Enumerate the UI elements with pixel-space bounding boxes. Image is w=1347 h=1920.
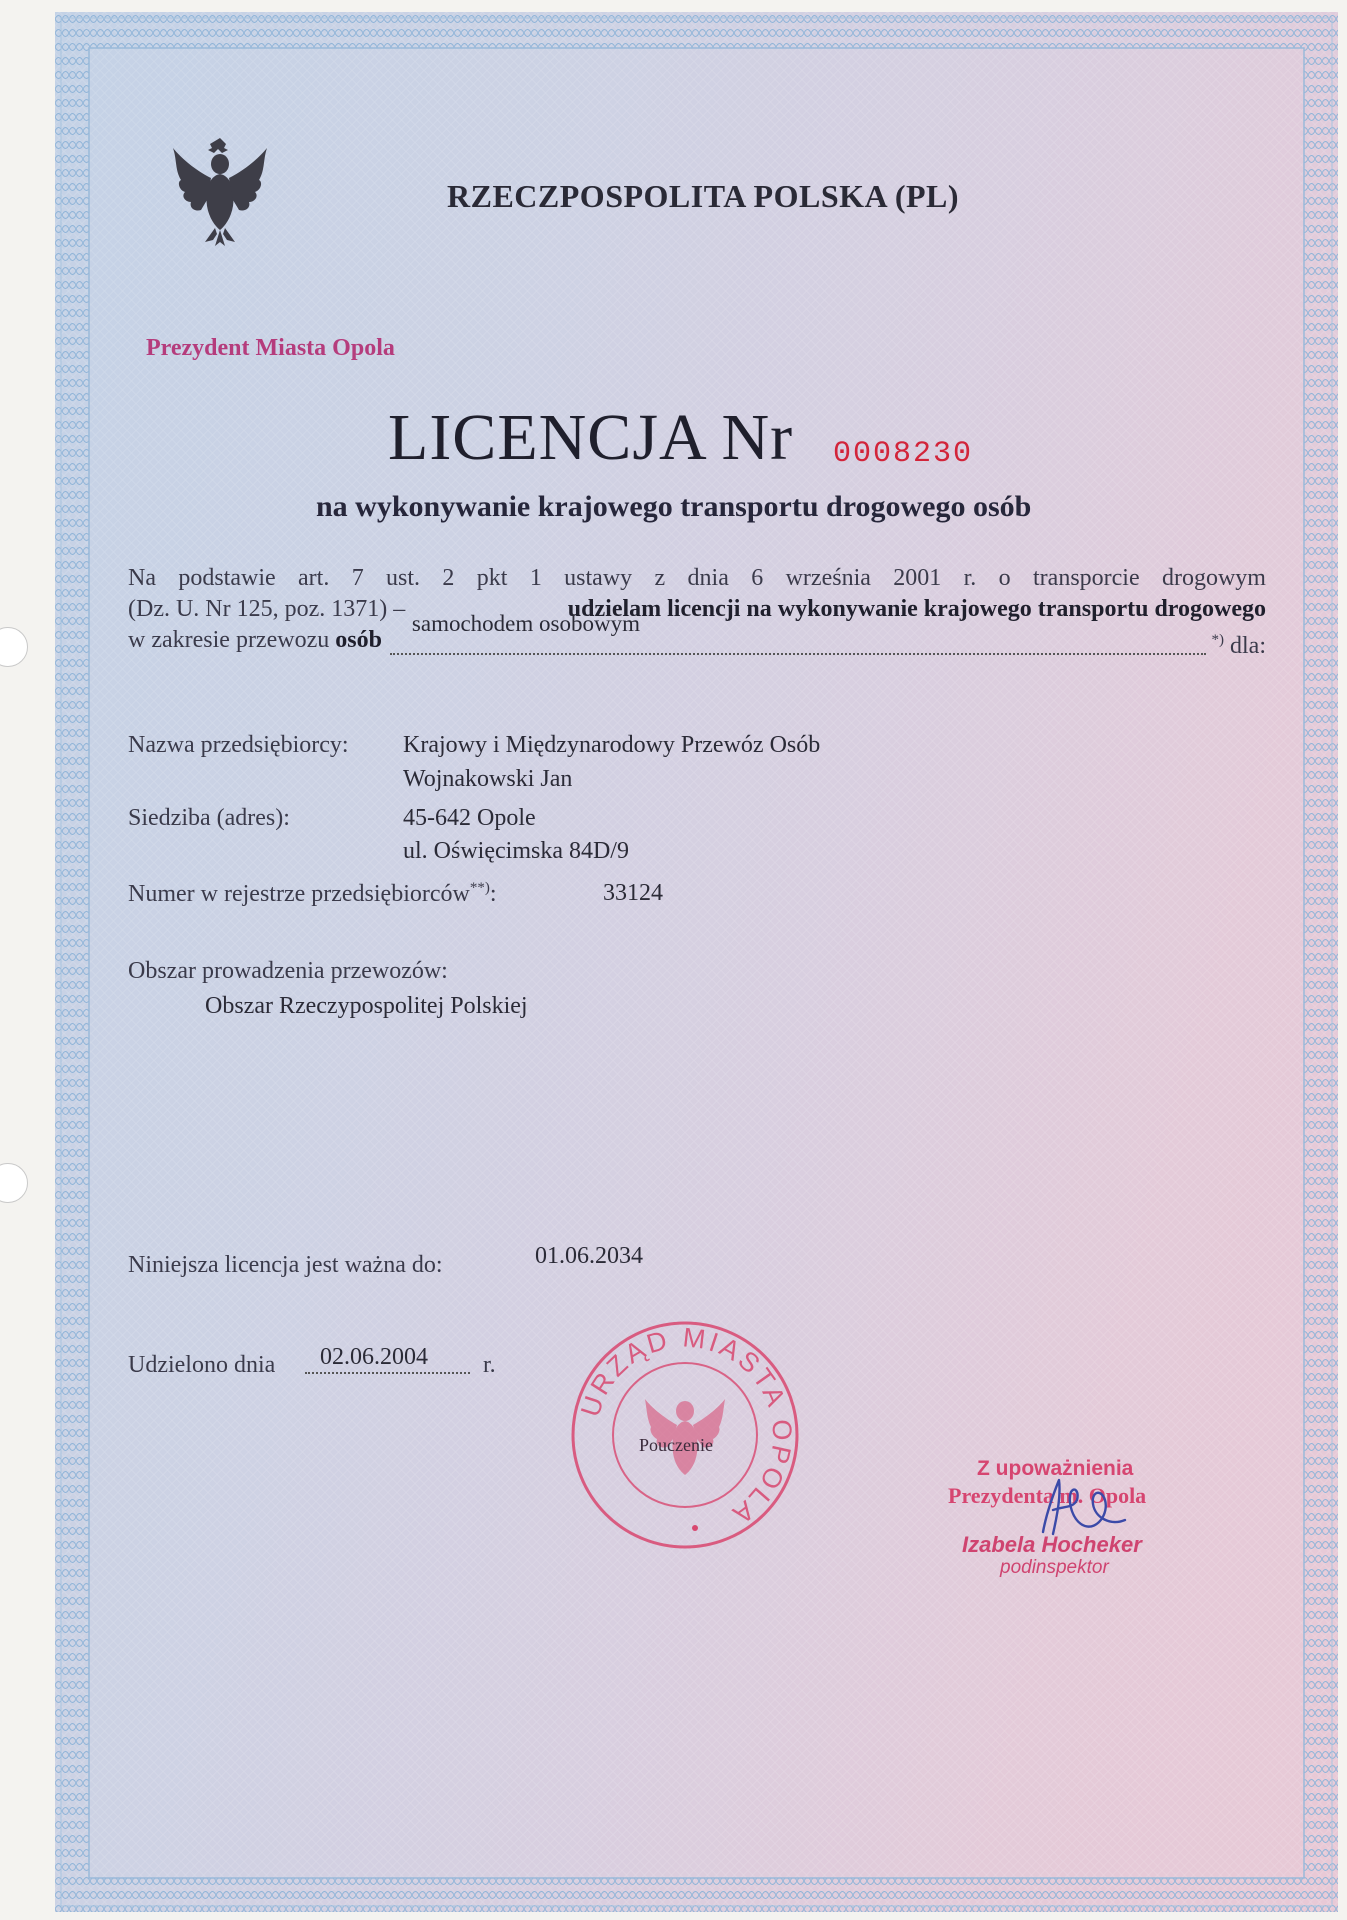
stamp-ring-text: URZĄD MIASTA OPOLA bbox=[575, 1322, 798, 1532]
word: transporcie bbox=[1033, 565, 1140, 591]
issue-date-value: 02.06.2004 bbox=[320, 1344, 428, 1370]
word: ust. bbox=[386, 565, 421, 591]
footnote-mark: **) bbox=[469, 880, 490, 896]
validity-label: Niniejsza licencja jest ważna do: bbox=[128, 1252, 443, 1278]
authority-line-1: Z upoważnienia bbox=[977, 1457, 1134, 1480]
company-name-label: Nazwa przedsiębiorcy: bbox=[128, 732, 349, 758]
word: r. bbox=[963, 565, 977, 591]
signatory-name: Izabela Hocheker bbox=[962, 1532, 1142, 1557]
operating-area-label: Obszar prowadzenia przewozów: bbox=[128, 958, 448, 984]
legal-basis-line-2 bbox=[128, 594, 1266, 625]
legal-basis-line-3 bbox=[128, 611, 1266, 662]
validity-date: 01.06.2034 bbox=[535, 1243, 643, 1269]
word: z bbox=[654, 565, 666, 591]
word: 1 bbox=[529, 565, 542, 591]
address-label: Siedziba (adres): bbox=[128, 805, 290, 831]
legal-citation: (Dz. U. Nr 125, poz. 1371) – bbox=[128, 596, 406, 622]
eagle-emblem-icon bbox=[165, 130, 275, 250]
word: Na bbox=[128, 565, 156, 591]
legal-basis-paragraph bbox=[128, 563, 1266, 662]
register-number-label: Numer w rejestrze przedsiębiorców**): bbox=[128, 880, 497, 907]
authority-line-2: Prezydenta m. Opola bbox=[948, 1483, 1147, 1508]
word: 2 bbox=[442, 565, 455, 591]
company-name-line-2: Wojnakowski Jan bbox=[403, 766, 573, 792]
word: 7 bbox=[351, 565, 364, 591]
word: września bbox=[785, 565, 871, 591]
handwritten-signature bbox=[1025, 1470, 1135, 1550]
issue-date-fill-line bbox=[305, 1372, 470, 1374]
company-name-line-1: Krajowy i Międzynarodowy Przewóz Osób bbox=[403, 732, 821, 758]
scope-suffix: *) dla: bbox=[1211, 632, 1266, 659]
address-line-2: ul. Oświęcimska 84D/9 bbox=[403, 838, 629, 864]
word: 6 bbox=[751, 565, 764, 591]
license-title: LICENCJA Nr bbox=[388, 401, 794, 474]
scope-fill-line bbox=[390, 611, 1206, 655]
license-subtitle: na wykonywanie krajowego transportu drogowego osób bbox=[316, 490, 1032, 523]
word: pkt bbox=[476, 565, 508, 591]
word: dnia bbox=[687, 565, 729, 591]
register-number-value: 33124 bbox=[603, 880, 663, 906]
vehicle-type-value: samochodem osobowym bbox=[411, 611, 640, 636]
license-number: 0008230 bbox=[833, 437, 974, 471]
footnote-mark: *) bbox=[1211, 632, 1224, 648]
country-heading: RZECZPOSPOLITA POLSKA (PL) bbox=[447, 178, 960, 214]
punch-hole-upper bbox=[0, 627, 28, 667]
issuer-name: Prezydent Miasta Opola bbox=[146, 335, 395, 361]
word: podstawie bbox=[178, 565, 276, 591]
issue-date-label: Udzielono dnia bbox=[128, 1352, 276, 1378]
scope-prefix: w zakresie przewozu osób bbox=[128, 627, 382, 653]
signatory-role: podinspektor bbox=[1000, 1557, 1109, 1578]
legal-basis-line-1 bbox=[128, 563, 1266, 594]
stamp-center-text: Pouczenie bbox=[639, 1435, 713, 1455]
word: art. bbox=[298, 565, 330, 591]
scope-bold: osób bbox=[335, 627, 382, 653]
word: 2001 bbox=[893, 565, 942, 591]
operating-area-value: Obszar Rzeczypospolitej Polskiej bbox=[205, 993, 528, 1019]
grant-statement: udzielam licencji na wykonywanie krajowego transportu drogowego bbox=[567, 596, 1266, 622]
word: drogowym bbox=[1161, 565, 1266, 591]
word: o bbox=[998, 565, 1011, 591]
issue-date-suffix: r. bbox=[483, 1352, 496, 1378]
address-line-1: 45-642 Opole bbox=[403, 805, 536, 831]
punch-hole-lower bbox=[0, 1163, 28, 1203]
word: ustawy bbox=[564, 565, 633, 591]
